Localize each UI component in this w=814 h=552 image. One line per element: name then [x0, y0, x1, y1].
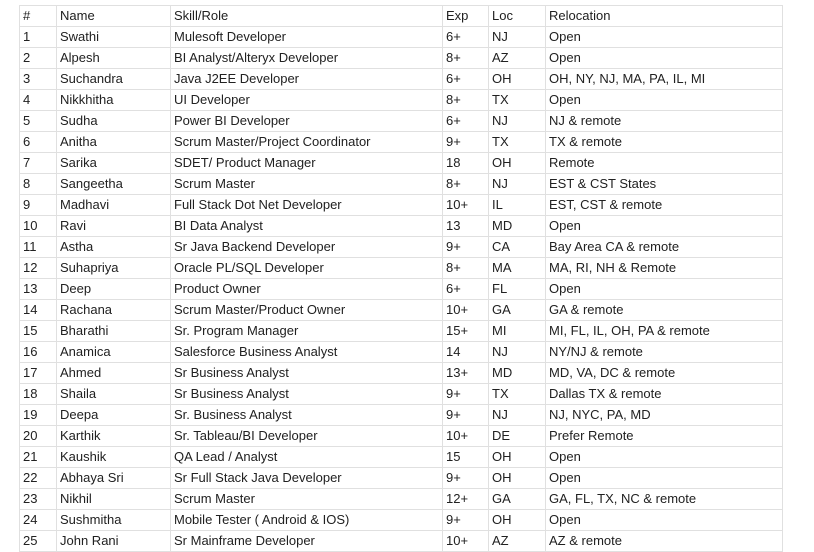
table-cell: Abhaya Sri [57, 468, 171, 489]
table-cell: 10 [20, 216, 57, 237]
table-cell: 21 [20, 447, 57, 468]
table-cell: Sr Business Analyst [171, 384, 443, 405]
table-row [20, 27, 783, 48]
table-cell: CA [489, 237, 546, 258]
table-cell: QA Lead / Analyst [171, 447, 443, 468]
candidates-table-container [19, 5, 783, 552]
table-cell: Open [546, 279, 783, 300]
table-row [20, 90, 783, 111]
table-cell: 4 [20, 90, 57, 111]
table-cell: Anitha [57, 132, 171, 153]
table-cell: 19 [20, 405, 57, 426]
table-cell: Astha [57, 237, 171, 258]
table-cell: 12 [20, 258, 57, 279]
table-cell: Open [546, 48, 783, 69]
table-cell: Sr. Tableau/BI Developer [171, 426, 443, 447]
table-cell: IL [489, 195, 546, 216]
table-cell: Open [546, 27, 783, 48]
table-row [20, 531, 783, 552]
table-cell: BI Data Analyst [171, 216, 443, 237]
table-cell: AZ [489, 531, 546, 552]
table-cell: 7 [20, 153, 57, 174]
table-cell: 6+ [443, 111, 489, 132]
table-cell: Sushmitha [57, 510, 171, 531]
table-cell: GA & remote [546, 300, 783, 321]
table-row [20, 111, 783, 132]
table-cell: Suchandra [57, 69, 171, 90]
table-cell: 6+ [443, 27, 489, 48]
table-cell: 3 [20, 69, 57, 90]
table-cell: 9 [20, 195, 57, 216]
table-cell: 2 [20, 48, 57, 69]
table-cell: GA [489, 300, 546, 321]
table-cell: 23 [20, 489, 57, 510]
table-cell: Kaushik [57, 447, 171, 468]
table-cell: Scrum Master [171, 489, 443, 510]
table-cell: MA [489, 258, 546, 279]
table-cell: Sangeetha [57, 174, 171, 195]
table-cell: NJ, NYC, PA, MD [546, 405, 783, 426]
table-cell: 10+ [443, 300, 489, 321]
table-cell: Open [546, 216, 783, 237]
table-cell: MD [489, 363, 546, 384]
table-cell: 6 [20, 132, 57, 153]
table-cell: 15 [443, 447, 489, 468]
table-cell: Product Owner [171, 279, 443, 300]
table-cell: Dallas TX & remote [546, 384, 783, 405]
table-cell: 8 [20, 174, 57, 195]
table-cell: Java J2EE Developer [171, 69, 443, 90]
table-cell: NY/NJ & remote [546, 342, 783, 363]
table-cell: 10+ [443, 531, 489, 552]
table-cell: 15+ [443, 321, 489, 342]
table-cell: GA [489, 489, 546, 510]
table-cell: NJ [489, 342, 546, 363]
table-cell: 9+ [443, 510, 489, 531]
table-cell: Oracle PL/SQL Developer [171, 258, 443, 279]
table-cell: NJ [489, 27, 546, 48]
table-cell: Alpesh [57, 48, 171, 69]
table-cell: Sr Mainframe Developer [171, 531, 443, 552]
table-cell: Salesforce Business Analyst [171, 342, 443, 363]
header-cell: Skill/Role [171, 6, 443, 27]
table-cell: DE [489, 426, 546, 447]
table-cell: NJ & remote [546, 111, 783, 132]
table-row [20, 237, 783, 258]
header-cell: Exp [443, 6, 489, 27]
table-cell: AZ & remote [546, 531, 783, 552]
table-row [20, 258, 783, 279]
table-cell: 20 [20, 426, 57, 447]
table-cell: 12+ [443, 489, 489, 510]
table-cell: MA, RI, NH & Remote [546, 258, 783, 279]
table-cell: OH [489, 468, 546, 489]
table-cell: Mulesoft Developer [171, 27, 443, 48]
table-cell: Prefer Remote [546, 426, 783, 447]
header-cell: Loc [489, 6, 546, 27]
table-cell: Power BI Developer [171, 111, 443, 132]
table-cell: 9+ [443, 237, 489, 258]
table-cell: Sr. Program Manager [171, 321, 443, 342]
table-cell: 17 [20, 363, 57, 384]
table-cell: 16 [20, 342, 57, 363]
table-cell: Ahmed [57, 363, 171, 384]
table-row [20, 321, 783, 342]
table-cell: NJ [489, 111, 546, 132]
table-cell: MD [489, 216, 546, 237]
table-cell: Open [546, 468, 783, 489]
table-cell: Scrum Master/Project Coordinator [171, 132, 443, 153]
table-cell: 14 [20, 300, 57, 321]
header-row [20, 6, 783, 27]
table-row [20, 216, 783, 237]
table-cell: Full Stack Dot Net Developer [171, 195, 443, 216]
table-cell: Mobile Tester ( Android & IOS) [171, 510, 443, 531]
table-row [20, 132, 783, 153]
table-cell: FL [489, 279, 546, 300]
table-cell: Ravi [57, 216, 171, 237]
table-cell: Sarika [57, 153, 171, 174]
table-cell: 11 [20, 237, 57, 258]
table-cell: 15 [20, 321, 57, 342]
table-cell: OH [489, 447, 546, 468]
table-cell: Scrum Master [171, 174, 443, 195]
table-cell: Rachana [57, 300, 171, 321]
table-cell: 9+ [443, 468, 489, 489]
table-row [20, 300, 783, 321]
header-cell: Name [57, 6, 171, 27]
table-row [20, 69, 783, 90]
table-cell: 8+ [443, 48, 489, 69]
table-cell: Remote [546, 153, 783, 174]
table-cell: TX [489, 90, 546, 111]
table-row [20, 384, 783, 405]
table-cell: 10+ [443, 195, 489, 216]
table-row [20, 153, 783, 174]
table-cell: Deepa [57, 405, 171, 426]
table-cell: 1 [20, 27, 57, 48]
table-cell: 8+ [443, 90, 489, 111]
table-cell: 6+ [443, 279, 489, 300]
table-cell: OH [489, 510, 546, 531]
table-cell: 9+ [443, 132, 489, 153]
table-cell: 8+ [443, 174, 489, 195]
table-cell: John Rani [57, 531, 171, 552]
table-row [20, 279, 783, 300]
table-cell: 8+ [443, 258, 489, 279]
table-cell: Bharathi [57, 321, 171, 342]
table-cell: GA, FL, TX, NC & remote [546, 489, 783, 510]
table-cell: EST & CST States [546, 174, 783, 195]
table-cell: Scrum Master/Product Owner [171, 300, 443, 321]
table-cell: EST, CST & remote [546, 195, 783, 216]
table-cell: 9+ [443, 384, 489, 405]
table-cell: Sudha [57, 111, 171, 132]
table-cell: 13 [20, 279, 57, 300]
table-cell: MI, FL, IL, OH, PA & remote [546, 321, 783, 342]
table-cell: 24 [20, 510, 57, 531]
header-cell: Relocation [546, 6, 783, 27]
table-cell: 14 [443, 342, 489, 363]
table-cell: 9+ [443, 405, 489, 426]
table-cell: 13+ [443, 363, 489, 384]
candidates-table [19, 5, 783, 552]
table-cell: 25 [20, 531, 57, 552]
table-cell: Bay Area CA & remote [546, 237, 783, 258]
table-cell: Open [546, 90, 783, 111]
table-cell: Nikhil [57, 489, 171, 510]
table-cell: 13 [443, 216, 489, 237]
table-row [20, 489, 783, 510]
table-cell: OH, NY, NJ, MA, PA, IL, MI [546, 69, 783, 90]
table-cell: OH [489, 69, 546, 90]
table-cell: 18 [443, 153, 489, 174]
table-cell: Open [546, 510, 783, 531]
table-cell: 5 [20, 111, 57, 132]
table-cell: 18 [20, 384, 57, 405]
table-cell: 22 [20, 468, 57, 489]
table-cell: 10+ [443, 426, 489, 447]
table-cell: MD, VA, DC & remote [546, 363, 783, 384]
table-cell: TX [489, 384, 546, 405]
table-row [20, 426, 783, 447]
table-row [20, 405, 783, 426]
table-row [20, 342, 783, 363]
header-cell: # [20, 6, 57, 27]
table-cell: OH [489, 153, 546, 174]
table-cell: Sr Full Stack Java Developer [171, 468, 443, 489]
table-row [20, 468, 783, 489]
table-row [20, 510, 783, 531]
table-row [20, 48, 783, 69]
table-cell: TX & remote [546, 132, 783, 153]
table-row [20, 174, 783, 195]
table-cell: Swathi [57, 27, 171, 48]
table-cell: NJ [489, 405, 546, 426]
table-cell: UI Developer [171, 90, 443, 111]
table-cell: Nikkhitha [57, 90, 171, 111]
table-cell: Sr Business Analyst [171, 363, 443, 384]
table-cell: Karthik [57, 426, 171, 447]
table-cell: NJ [489, 174, 546, 195]
table-cell: TX [489, 132, 546, 153]
table-cell: MI [489, 321, 546, 342]
table-row [20, 447, 783, 468]
table-cell: Suhapriya [57, 258, 171, 279]
table-cell: Anamica [57, 342, 171, 363]
table-cell: Sr Java Backend Developer [171, 237, 443, 258]
table-cell: Sr. Business Analyst [171, 405, 443, 426]
table-cell: SDET/ Product Manager [171, 153, 443, 174]
table-row [20, 363, 783, 384]
table-cell: Open [546, 447, 783, 468]
table-cell: Madhavi [57, 195, 171, 216]
table-cell: AZ [489, 48, 546, 69]
table-row [20, 195, 783, 216]
table-cell: Shaila [57, 384, 171, 405]
table-cell: Deep [57, 279, 171, 300]
table-cell: BI Analyst/Alteryx Developer [171, 48, 443, 69]
table-cell: 6+ [443, 69, 489, 90]
